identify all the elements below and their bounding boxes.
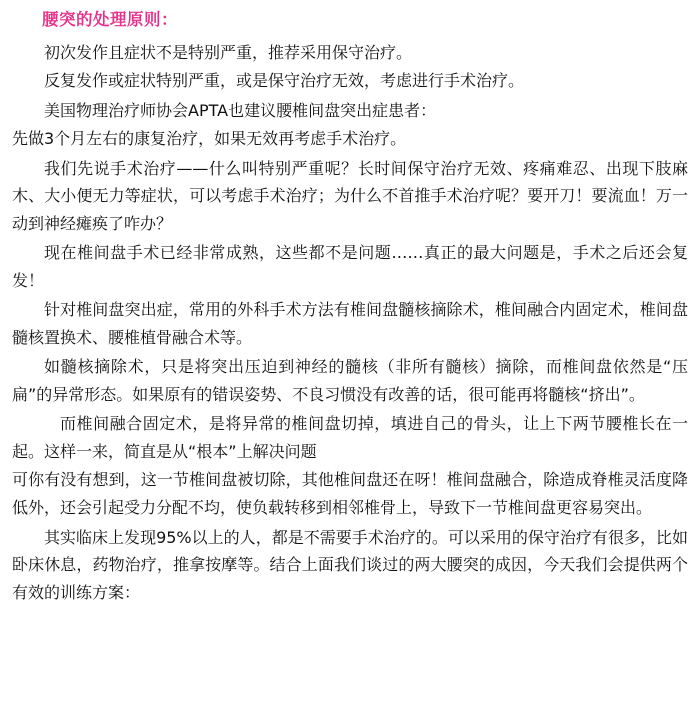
page-title: 腰突的处理原则：: [42, 10, 178, 29]
paragraph-9: 而椎间融合固定术，是将异常的椎间盘切掉，填进自己的骨头，让上下两节腰椎长在一起。这样一来，简直是从“根本”上解决问题: [12, 414, 688, 461]
paragraph-8: 如髓核摘除术，只是将突出压迫到神经的髓核（非所有髓核）摘除，而椎间盘依然是“压扁”的异常形态。如果原有的错误姿势、不良习惯没有改善的话，很可能再将髓核“挤出”。: [12, 357, 688, 404]
paragraph-5: 我们先说手术治疗——什么叫特别严重呢？长时间保守治疗无效、疼痛难忍、出现下肢麻木、大小便无力等症状，可以考虑手术治疗；为什么不首推手术治疗呢？要开刀！要流血！万一动到神经瘫痪了咋办？: [12, 158, 688, 233]
paragraph-7: 针对椎间盘突出症，常用的外科手术方法有椎间盘髓核摘除术，椎间融合内固定术，椎间盘髓核置换术、腰椎植骨融合术等。: [12, 300, 688, 347]
paragraph-2: 反复发作或症状特别严重，或是保守治疗无效，考虑进行手术治疗。: [44, 71, 525, 91]
paragraph-11: 其实临床上发现95%以上的人，都是不需要手术治疗的。可以采用的保守治疗有很多，比如卧床休息，药物治疗，推拿按摩等。结合上面我们谈过的两大腰突的成因，今天我们会提供两个有效的训练方案：: [12, 527, 688, 602]
paragraph-3: 美国物理治疗师协会APTA也建议腰椎间盘突出症患者：: [44, 100, 437, 120]
paragraph-10: 可你有没有想到，这一节椎间盘被切除，其他椎间盘还在呀！椎间盘融合，除造成脊椎灵活度降低外，还会引起受力分配不均，使负载转移到相邻椎骨上，导致下一节椎间盘更容易突出。: [12, 470, 688, 517]
paragraph-6: 现在椎间盘手术已经非常成熟，这些都不是问题……真正的最大问题是，手术之后还会复发！: [12, 243, 688, 290]
paragraph-1: 初次发作且症状不是特别严重，推荐采用保守治疗。: [44, 42, 413, 62]
paragraph-4: 先做3个月左右的康复治疗，如果无效再考虑手术治疗。: [12, 129, 407, 149]
